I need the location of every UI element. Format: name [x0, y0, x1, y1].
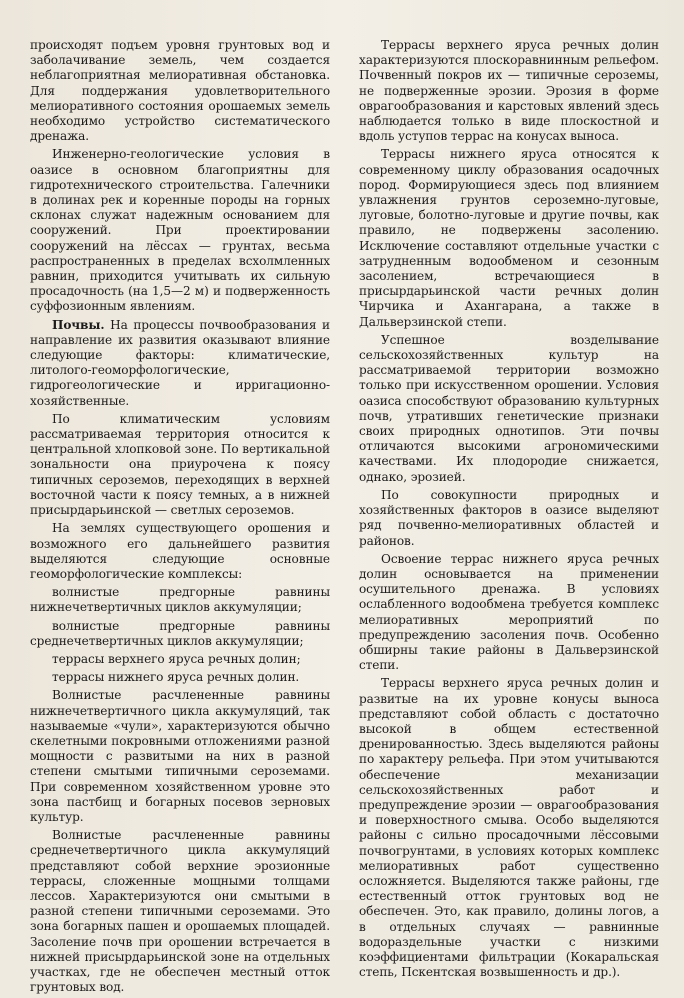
paragraph: [359, 333, 659, 485]
paragraph: [30, 828, 330, 995]
paragraph: [359, 488, 659, 549]
paragraph: [30, 521, 330, 582]
paragraph: [30, 652, 330, 667]
paragraph-text: Террасы верхнего яруса речных долин и развитые на их уровне конусы выноса представляют собой область с достаточно высокой в общем естественной дренированностью. Здесь выделяются районы по характеру рельефа. При этом учитываются обеспечение механизации сельскохозяйственных работ и предупреждение эрозии — оврагообразования и поверхностного смыва. Особо выделяются районы с сильно просадочными лёссовыми почвогрунтами, в условиях которых комплекс мелиоративных работ существенно осложняется. Выделяются также районы, где естественный отток грунтовых вод не обеспечен. Это, как правило, долины логов, а в отдельных случаях — равнинные водораздельные участки с низкими коэффициентами фильтрации (Кокаральская степь, Пскентская возвышенность и др.).: [359, 676, 659, 980]
paragraph: [359, 147, 659, 329]
paragraph: [30, 38, 330, 144]
paragraph-text: Освоение террас нижнего яруса речных долин основывается на применении осушительного дренажа. В условиях ослабленного водообмена требуется комплекс мелиоративных мероприятий по предупреждению засоления почв. Особенно обширны такие районы в Дальверзинской степи.: [359, 551, 659, 673]
paragraph-text: Террасы нижнего яруса относятся к современному циклу образования осадочных пород. Формирующиеся здесь под влиянием увлажнения грунтов сероземно-луговые, луговые, болотно-луговые и другие почвы, как правило, не подвержены засолению. Исключение составляют отдельные участки с затрудненным водообменом и сезонным засолением, встречающиеся в присырдарьинской части речных долин Чирчика и Ахангарана, а также в Дальверзинской степи.: [359, 147, 659, 329]
paragraph-text: волнистые предгорные равнины среднечетвертичных циклов аккумуляции;: [30, 618, 330, 648]
paragraph: [359, 38, 659, 144]
paragraph-text: Инженерно-геологические условия в оазисе в основном благоприятны для гидротехнического строительства. Галечники в долинах рек и коренные породы на горных склонах служат надежным основанием для сооружений. При проектировании сооружений на лёссах — грунтах, весьма распространенных в пределах всхолмленных равнин, приходится учитывать их сильную просадочность (на 1,5—2 м) и подверженность суффозионным явлениям.: [30, 147, 330, 314]
paragraph: [30, 619, 330, 649]
paragraph-text: Террасы верхнего яруса речных долин характеризуются плоскоравнинным рельефом. Почвенный покров их — типичные сероземы, не подверженные эрозии. Эрозия в форме оврагообразования и карстовых явлений здесь наблюдается только в виде плоскостной и вдоль уступов террас на конусах выноса.: [359, 38, 659, 144]
paragraph-text: террасы верхнего яруса речных долин;: [52, 651, 301, 666]
paragraph-text: По совокупности природных и хозяйственных факторов в оазисе выделяют ряд почвенно-мелиоративных областей и районов.: [359, 487, 659, 548]
paragraph: [30, 147, 330, 314]
paragraph: [30, 412, 330, 518]
right-column: [359, 38, 659, 983]
paragraph-text: террасы нижнего яруса речных долин.: [52, 670, 300, 685]
paragraph: [359, 676, 659, 980]
paragraph-text: волнистые предгорные равнины нижнечетвертичных циклов аккумуляции;: [30, 585, 330, 615]
paragraph-text: На процессы почвообразования и направление их развития оказывают влияние следующие факторы: климатические, литолого-геоморфологические, гидрогеологические и ирригационно-хозяйственные.: [30, 317, 330, 408]
paragraph-text: Волнистые расчлененные равнины нижнечетвертичного цикла аккумуляций, так называемые «чули», характеризуются обычно скелетными покровными отложениями разной мощности с развитыми на них в разной степени смытыми типичными сероземами. При современном хозяйственном уровне это зона пастбищ и богарных посевов зерновых культур.: [30, 688, 330, 824]
paragraph-text: По климатическим условиям рассматриваемая территория относится к центральной хлопковой зоне. По вертикальной зональности она приурочена к поясу типичных сероземов, переходящих в верхней восточной части к поясу темных, а в нижней присырдарьинской — светлых сероземов.: [30, 411, 330, 518]
paragraph-text: Успешное возделывание сельскохозяйственных культур на рассматриваемой территории возможно только при искусственном орошении. Условия оазиса способствуют образованию культурных почв, утративших генетические признаки своих природных однотипов. Эти почвы отличаются высокими агрономическими качествами. Их плодородие снижается, однако, эрозией.: [359, 332, 659, 484]
paragraph-text: На землях существующего орошения и возможного его дальнейшего развития выделяются следующие основные геоморфологические комплексы:: [30, 521, 330, 581]
paragraph: [30, 688, 330, 825]
paragraph-text: происходят подъем уровня грунтовых вод и заболачивание земель, чем создается неблагоприятная мелиоративная обстановка. Для поддержания удовлетворительного мелиоративного состояния орошаемых земель необходимо устройство систематического дренажа.: [30, 38, 330, 144]
paragraph-text: Волнистые расчлененные равнины среднечетвертичного цикла аккумуляций представляют собой верхние эрозионные террасы, сложенные мощными толщами лессов. Характеризуются они смытыми в разной степени типичными сероземами. Это зона богарных пашен и орошаемых площадей. Засоление почв при орошении встречается в нижней присырдарьинской зоне на отдельных участках, где не обеспечен местный отток грунтовых вод.: [30, 828, 330, 995]
paragraph: [30, 318, 330, 409]
paragraph: [30, 670, 330, 685]
left-column: [30, 38, 330, 998]
paragraph: [359, 552, 659, 674]
paragraph: [30, 585, 330, 615]
section-heading: Почвы.: [52, 317, 105, 332]
